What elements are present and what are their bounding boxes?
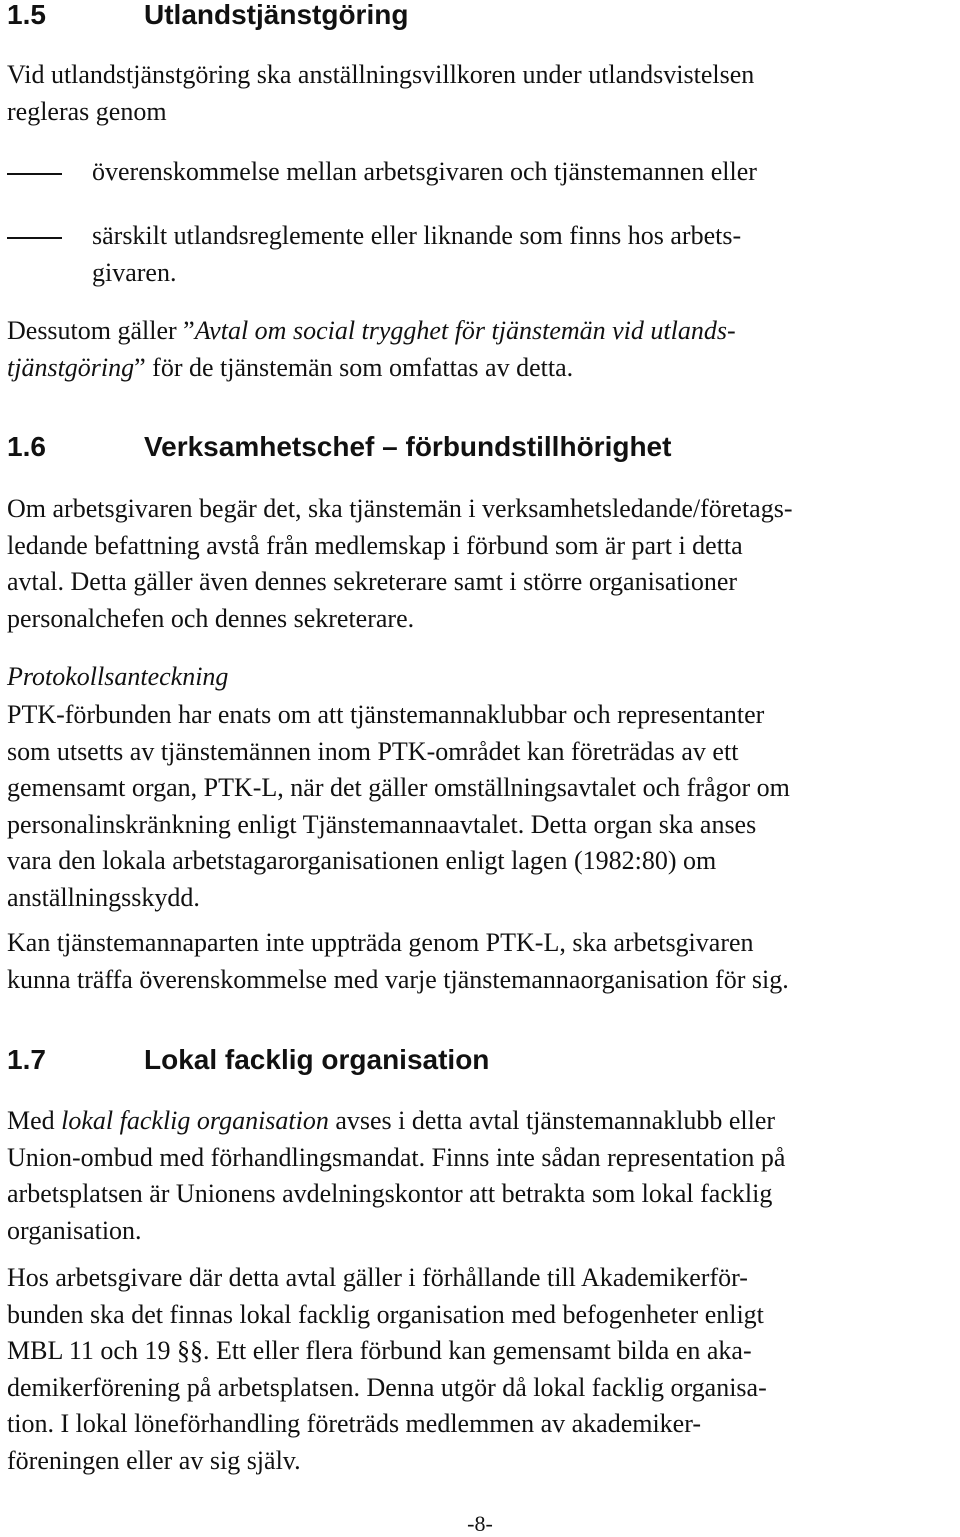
text-line: demikerförening på arbetsplatsen. Denna utgör då lokal facklig organisa- bbox=[7, 1372, 767, 1402]
section-number: 1.6 bbox=[7, 431, 46, 462]
text-line: tion. I lokal löneförhandling företräds medlemmen av akademiker- bbox=[7, 1409, 702, 1438]
section-number: 1.7 bbox=[7, 1044, 46, 1075]
section-title: Utlandstjänstgöring bbox=[144, 0, 409, 30]
text-line: bunden ska det finnas lokal facklig organisation med befogenheter enligt bbox=[7, 1299, 764, 1329]
text-line: avtal. Detta gäller även dennes sekreterare samt i större organisationer bbox=[7, 567, 738, 596]
list-item bbox=[7, 218, 741, 291]
text-line: Kan tjänstemannaparten inte uppträda genom PTK-L, ska arbetsgivaren bbox=[7, 928, 754, 957]
text-line: kunna träffa överenskommelse med varje tjänstemannaorganisation för sig. bbox=[7, 964, 789, 994]
text-line: personalinskränkning enligt Tjänstemannaavtalet. Detta organ ska anses bbox=[7, 809, 757, 839]
paragraph-intro bbox=[7, 57, 754, 130]
page-number: -8- bbox=[467, 1511, 493, 1536]
text-line bbox=[7, 313, 736, 350]
section-heading-1-5 bbox=[7, 0, 408, 30]
paragraph-ptk bbox=[7, 925, 789, 998]
text-line: givaren. bbox=[92, 257, 177, 287]
list-item bbox=[7, 154, 757, 191]
text-line: som utsetts av tjänstemännen inom PTK-området kan företrädas av ett bbox=[7, 736, 739, 766]
paragraph-note bbox=[7, 697, 790, 916]
paragraph-membership bbox=[7, 491, 792, 637]
section-heading-1-7 bbox=[7, 1045, 489, 1075]
text-line: ledande befattning avstå från medlemskap i förbund som är part i detta bbox=[7, 530, 743, 560]
text-line: vara den lokala arbetstagarorganisationen enligt lagen (1982:80) om bbox=[7, 846, 717, 875]
paragraph-local-union bbox=[7, 1103, 785, 1249]
agreement-title-italic: tjänstgöring bbox=[7, 352, 135, 382]
text-line: regleras genom bbox=[7, 96, 167, 126]
paragraph-akademiker bbox=[7, 1260, 767, 1479]
text-line: föreningen eller av sig själv. bbox=[7, 1445, 301, 1475]
text-line: särskilt utlandsreglemente eller liknande som finns hos arbets- bbox=[92, 221, 742, 250]
text-run: ” för de tjänstemän som omfattas av detta. bbox=[134, 352, 574, 382]
section-number: 1.5 bbox=[7, 0, 46, 30]
paragraph-social-security bbox=[7, 313, 736, 386]
text-line: arbetsplatsen är Unionens avdelningskontor att betrakta som lokal facklig bbox=[7, 1179, 773, 1208]
text-run: Dessutom gäller ” bbox=[7, 316, 195, 345]
text-line bbox=[7, 350, 736, 387]
text-line: MBL 11 och 19 §§. Ett eller flera förbund kan gemensamt bilda en aka- bbox=[7, 1336, 752, 1365]
term-italic: lokal facklig organisation bbox=[61, 1106, 329, 1135]
text-line: PTK-förbunden har enats om att tjänstemannaklubbar och representanter bbox=[7, 700, 765, 729]
text-line: Hos arbetsgivare där detta avtal gäller i förhållande till Akademikerför- bbox=[7, 1263, 748, 1292]
section-heading-1-6 bbox=[7, 432, 671, 462]
text-line: personalchefen och dennes sekreterare. bbox=[7, 603, 415, 633]
text-line: organisation. bbox=[7, 1215, 142, 1245]
text-line: Union-ombud med förhandlingsmandat. Finns inte sådan representation på bbox=[7, 1142, 786, 1172]
text-line: anställningsskydd. bbox=[7, 882, 200, 912]
text-line: gemensamt organ, PTK-L, när det gäller omställningsavtalet och frågor om bbox=[7, 773, 790, 802]
text-line: överenskommelse mellan arbetsgivaren och tjänstemannen eller bbox=[92, 157, 757, 186]
text-line bbox=[7, 1103, 785, 1140]
text-line: Om arbetsgivaren begär det, ska tjänstemän i verksamhetsledande/företags- bbox=[7, 494, 793, 523]
note-heading: Protokollsanteckning bbox=[7, 662, 229, 691]
section-title: Verksamhetschef – förbundstillhörighet bbox=[144, 431, 672, 462]
agreement-title-italic: Avtal om social trygghet för tjänstemän vid utlands- bbox=[194, 316, 736, 345]
text-line: Vid utlandstjänstgöring ska anställningsvillkoren under utlandsvistelsen bbox=[7, 60, 755, 89]
section-title: Lokal facklig organisation bbox=[144, 1044, 490, 1075]
text-run: Med bbox=[7, 1106, 62, 1135]
text-run: avses i detta avtal tjänstemannaklubb eller bbox=[328, 1106, 776, 1135]
